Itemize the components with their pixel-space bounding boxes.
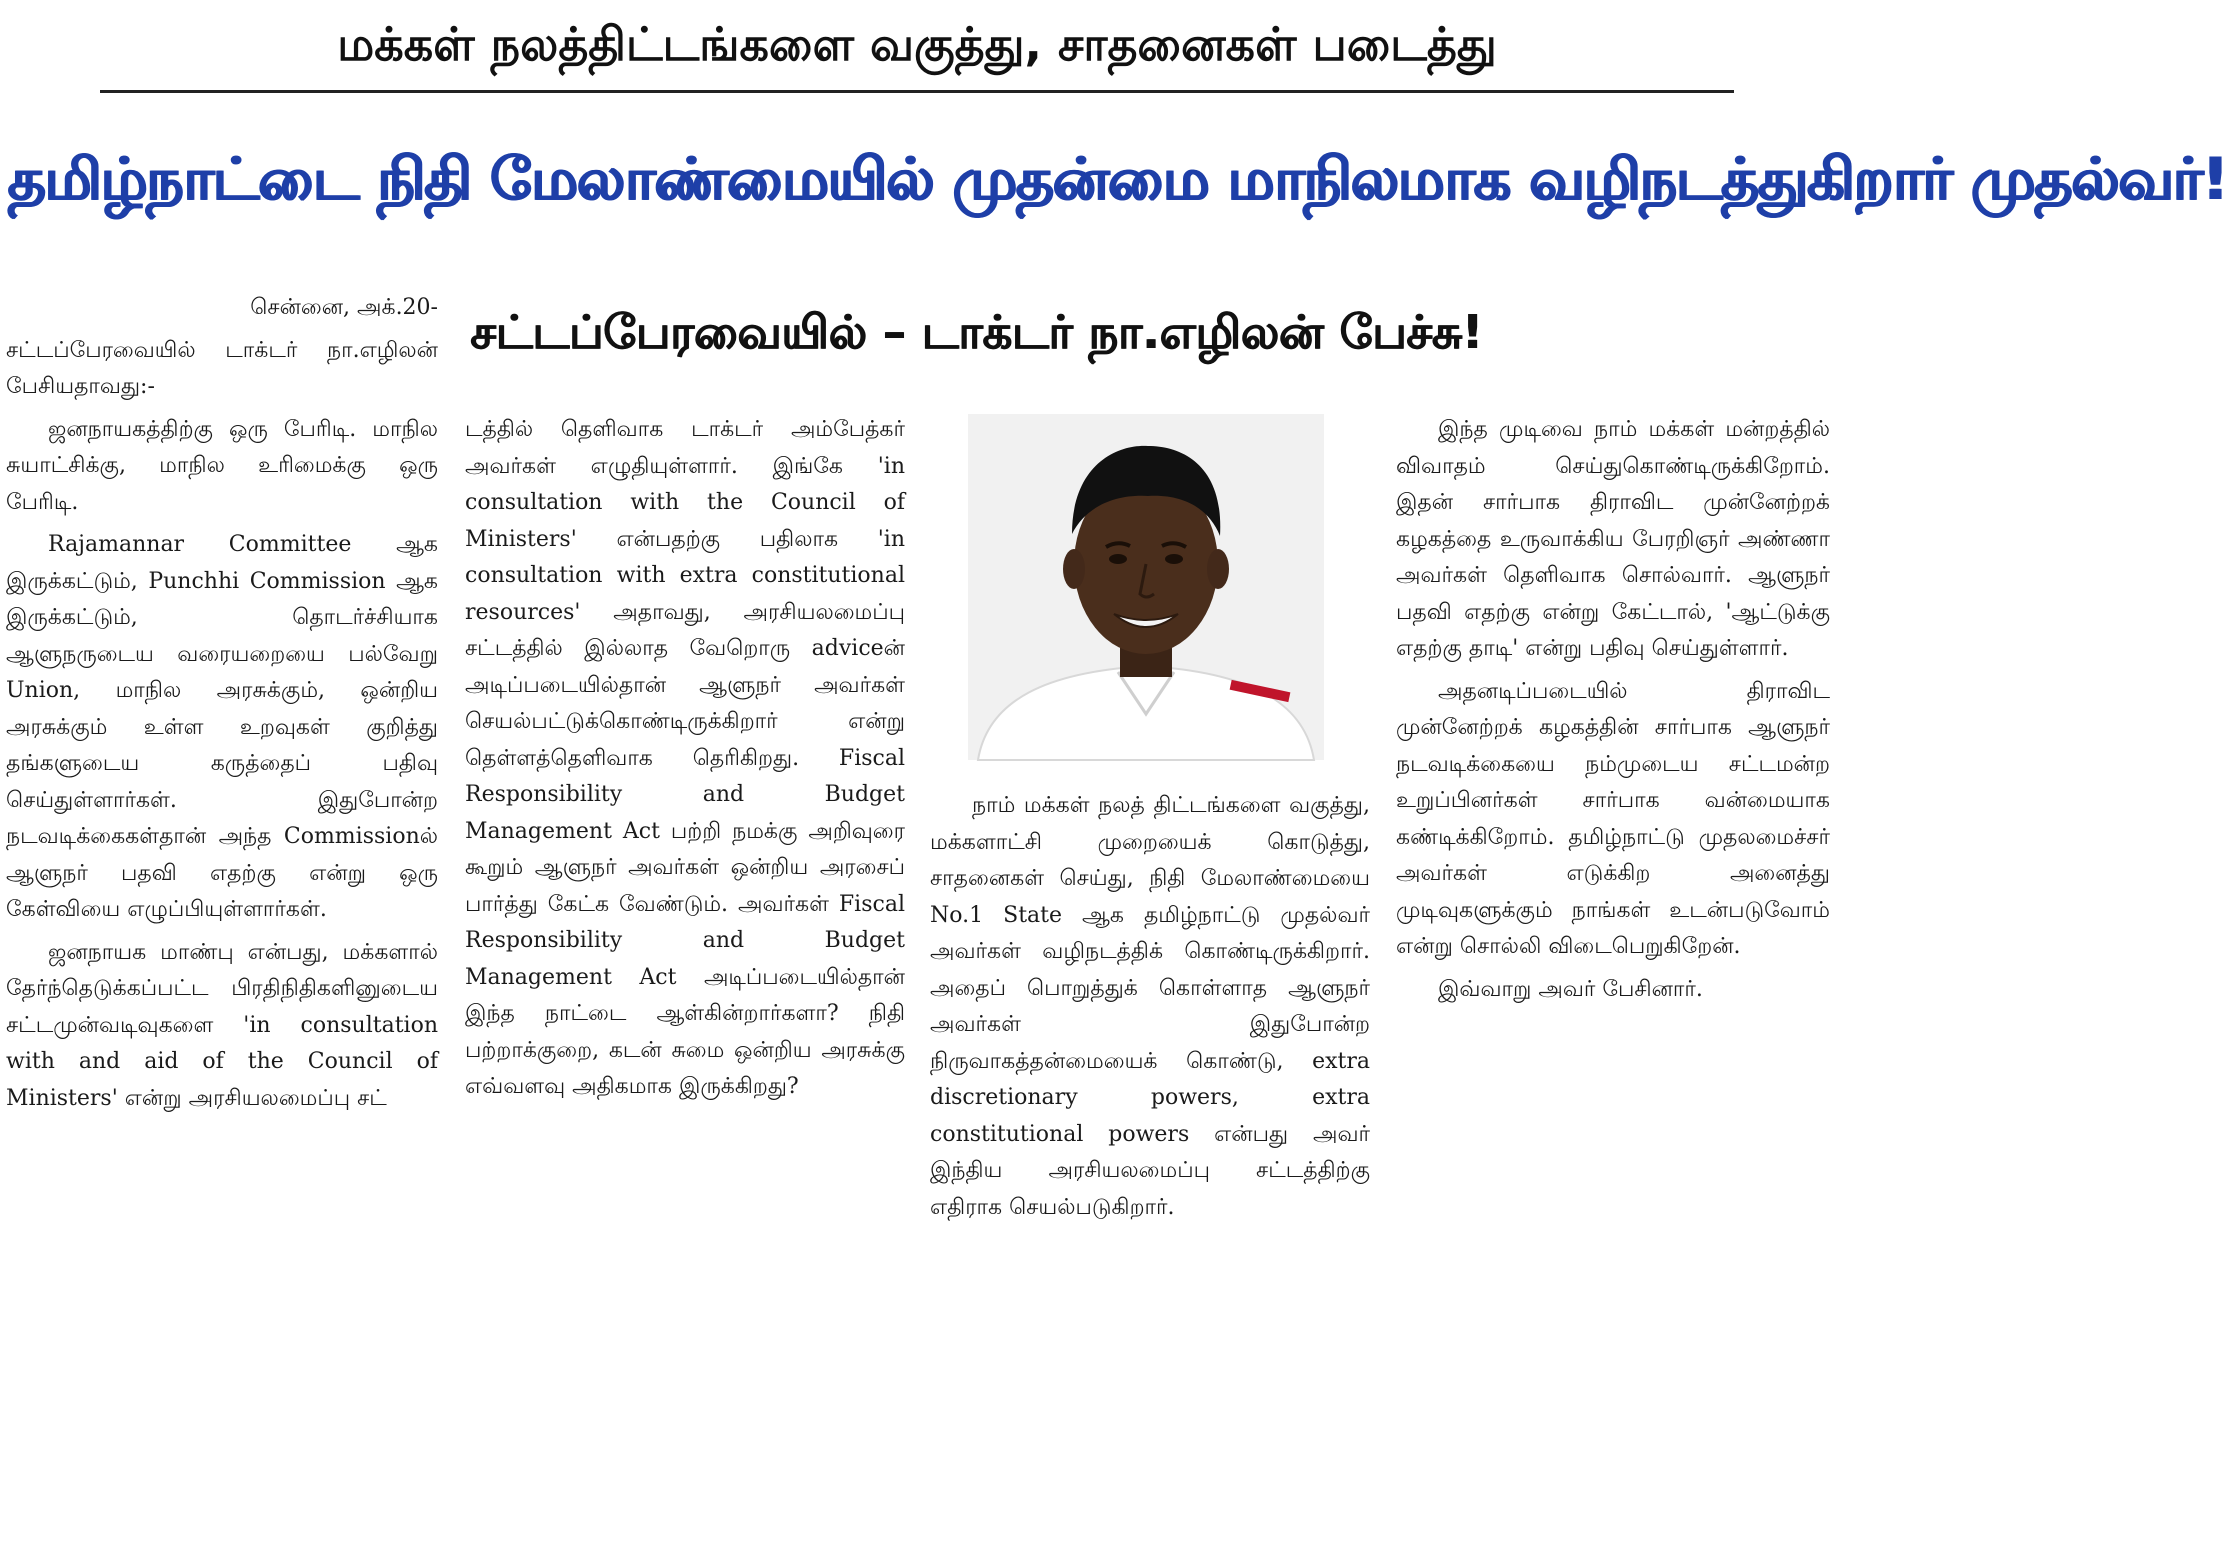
kicker-divider [100,90,1734,93]
paragraph: அதனடிப்படையில் திராவிட முன்னேற்றக் கழகத்தின் சார்பாக ஆளுநர் நடவடிக்கையை நம்முடைய சட்டமன்ற உறுப்பினர்கள் சார்பாக வன்மையாக கண்டிக்கிறோம். தமிழ்நாட்டு முதலமைச்சர் அவர்கள் எடுக்கிற அனைத்து முடிவுகளுக்கும் நாங்கள் உடன்படுவோம் என்று சொல்லி விடைபெறுகிறேன். [1396,678,1830,959]
main-headline: தமிழ்நாட்டை நிதி மேலாண்மையில் முதன்மை மாநிலமாக வழிநடத்துகிறார் முதல்வர்! [8,145,2228,213]
kicker-headline: மக்கள் நலத்திட்டங்களை வகுத்து, சாதனைகள் படைத்து [337,17,1497,71]
paragraph: சட்டப்பேரவையில் டாக்டர் நா.எழிலன் பேசியதாவது:- [6,337,438,399]
paragraph: ஜனநாயகத்திற்கு ஒரு பேரிடி. மாநில சுயாட்சிக்கு, மாநில உரிமைக்கு ஒரு பேரிடி. [6,416,438,515]
speaker-photo [968,414,1324,760]
sub-headline: சட்டப்பேரவையில் – டாக்டர் நா.எழிலன் பேச்சு! [470,305,1483,359]
paragraph: நாம் மக்கள் நலத் திட்டங்களை வகுத்து, மக்களாட்சி முறையைக் கொடுத்து, சாதனைகள் செய்து, நிதி மேலாண்மையை No.1 State ஆக தமிழ்நாட்டு முதல்வர் அவர்கள் வழிநடத்திக் கொண்டிருக்கிறார். அதைப் பொறுத்துக் கொள்ளாத ஆளுநர் அவர்கள் இதுபோன்ற நிருவாகத்தன்மையைக் கொண்டு, extra discretionary powers, extra constitutional powers என்பது அவர் இந்திய அரசியலமைப்பு சட்டத்திற்கு எதிராக செயல்படுகிறார். [930,793,1370,1220]
paragraph: ஜனநாயக மாண்பு என்பது, மக்களால் தேர்ந்தெடுக்கப்பட்ட பிரதிநிதிகளினுடைய சட்டமுன்வடிவுகளை 'in consultation with and aid of the Council of Ministers' என்று அரசியலமைப்பு சட் [6,939,438,1111]
portrait-image [968,414,1324,760]
article-column-1 [6,290,438,1546]
dateline: சென்னை, அக்.20- [250,295,438,320]
paragraph: Rajamannar Committee ஆக இருக்கட்டும், Punchhi Commission ஆக இருக்கட்டும், தொடர்ச்சியாக ஆளுநருடைய வரையறையை பல்வேறு Union, மாநில அரசுக்கும், ஒன்றிய அரசுக்கும் உள்ள உறவுகள் குறித்து தங்களுடைய கருத்தைப் பதிவு செய்துள்ளார்கள். இதுபோன்ற நடவடிக்கைகள்தான் அந்த Commissionல் ஆளுநர் பதவி எதற்கு என்று ஒரு கேள்வியை எழுப்பியுள்ளார்கள். [6,532,438,922]
paragraph: இவ்வாறு அவர் பேசினார். [1438,976,1703,1002]
paragraph: டத்தில் தெளிவாக டாக்டர் அம்பேத்கர் அவர்கள் எழுதியுள்ளார். இங்கே 'in consultation with the Council of Ministers' என்பதற்கு பதிலாக 'in consultation with extra constitutional resources' அதாவது, அரசியலமைப்பு சட்டத்தில் இல்லாத வேறொரு adviceன் அடிப்படையில்தான் ஆளுநர் அவர்கள் செயல்பட்டுக்கொண்டிருக்கிறார் என்று தெள்ளத்தெளிவாக தெரிகிறது. Fiscal Responsibility and Budget Management Act பற்றி நமக்கு அறிவுரை கூறும் ஆளுநர் அவர்கள் ஒன்றிய அரசைப் பார்த்து கேட்க வேண்டும். அவர்கள் Fiscal Responsibility and Budget Management Act அடிப்படையில்தான் இந்த நாட்டை ஆள்கின்றார்களா? நிதி பற்றாக்குறை, கடன் சுமை ஒன்றிய அரசுக்கு எவ்வளவு அதிகமாக இருக்கிறது? [465,417,905,1099]
article-column-2 [465,412,905,1546]
article-column-4 [1396,412,1830,1546]
paragraph: இந்த முடிவை நாம் மக்கள் மன்றத்தில் விவாதம் செய்துகொண்டிருக்கிறோம். இதன் சார்பாக திராவிட முன்னேற்றக் கழகத்தை உருவாக்கிய பேரறிஞர் அண்ணா அவர்கள் தெளிவாக சொல்வார். ஆளுநர் பதவி எதற்கு என்று கேட்டால், 'ஆட்டுக்கு எதற்கு தாடி' என்று பதிவு செய்துள்ளார். [1396,417,1830,661]
article-column-3 [930,788,1370,1546]
